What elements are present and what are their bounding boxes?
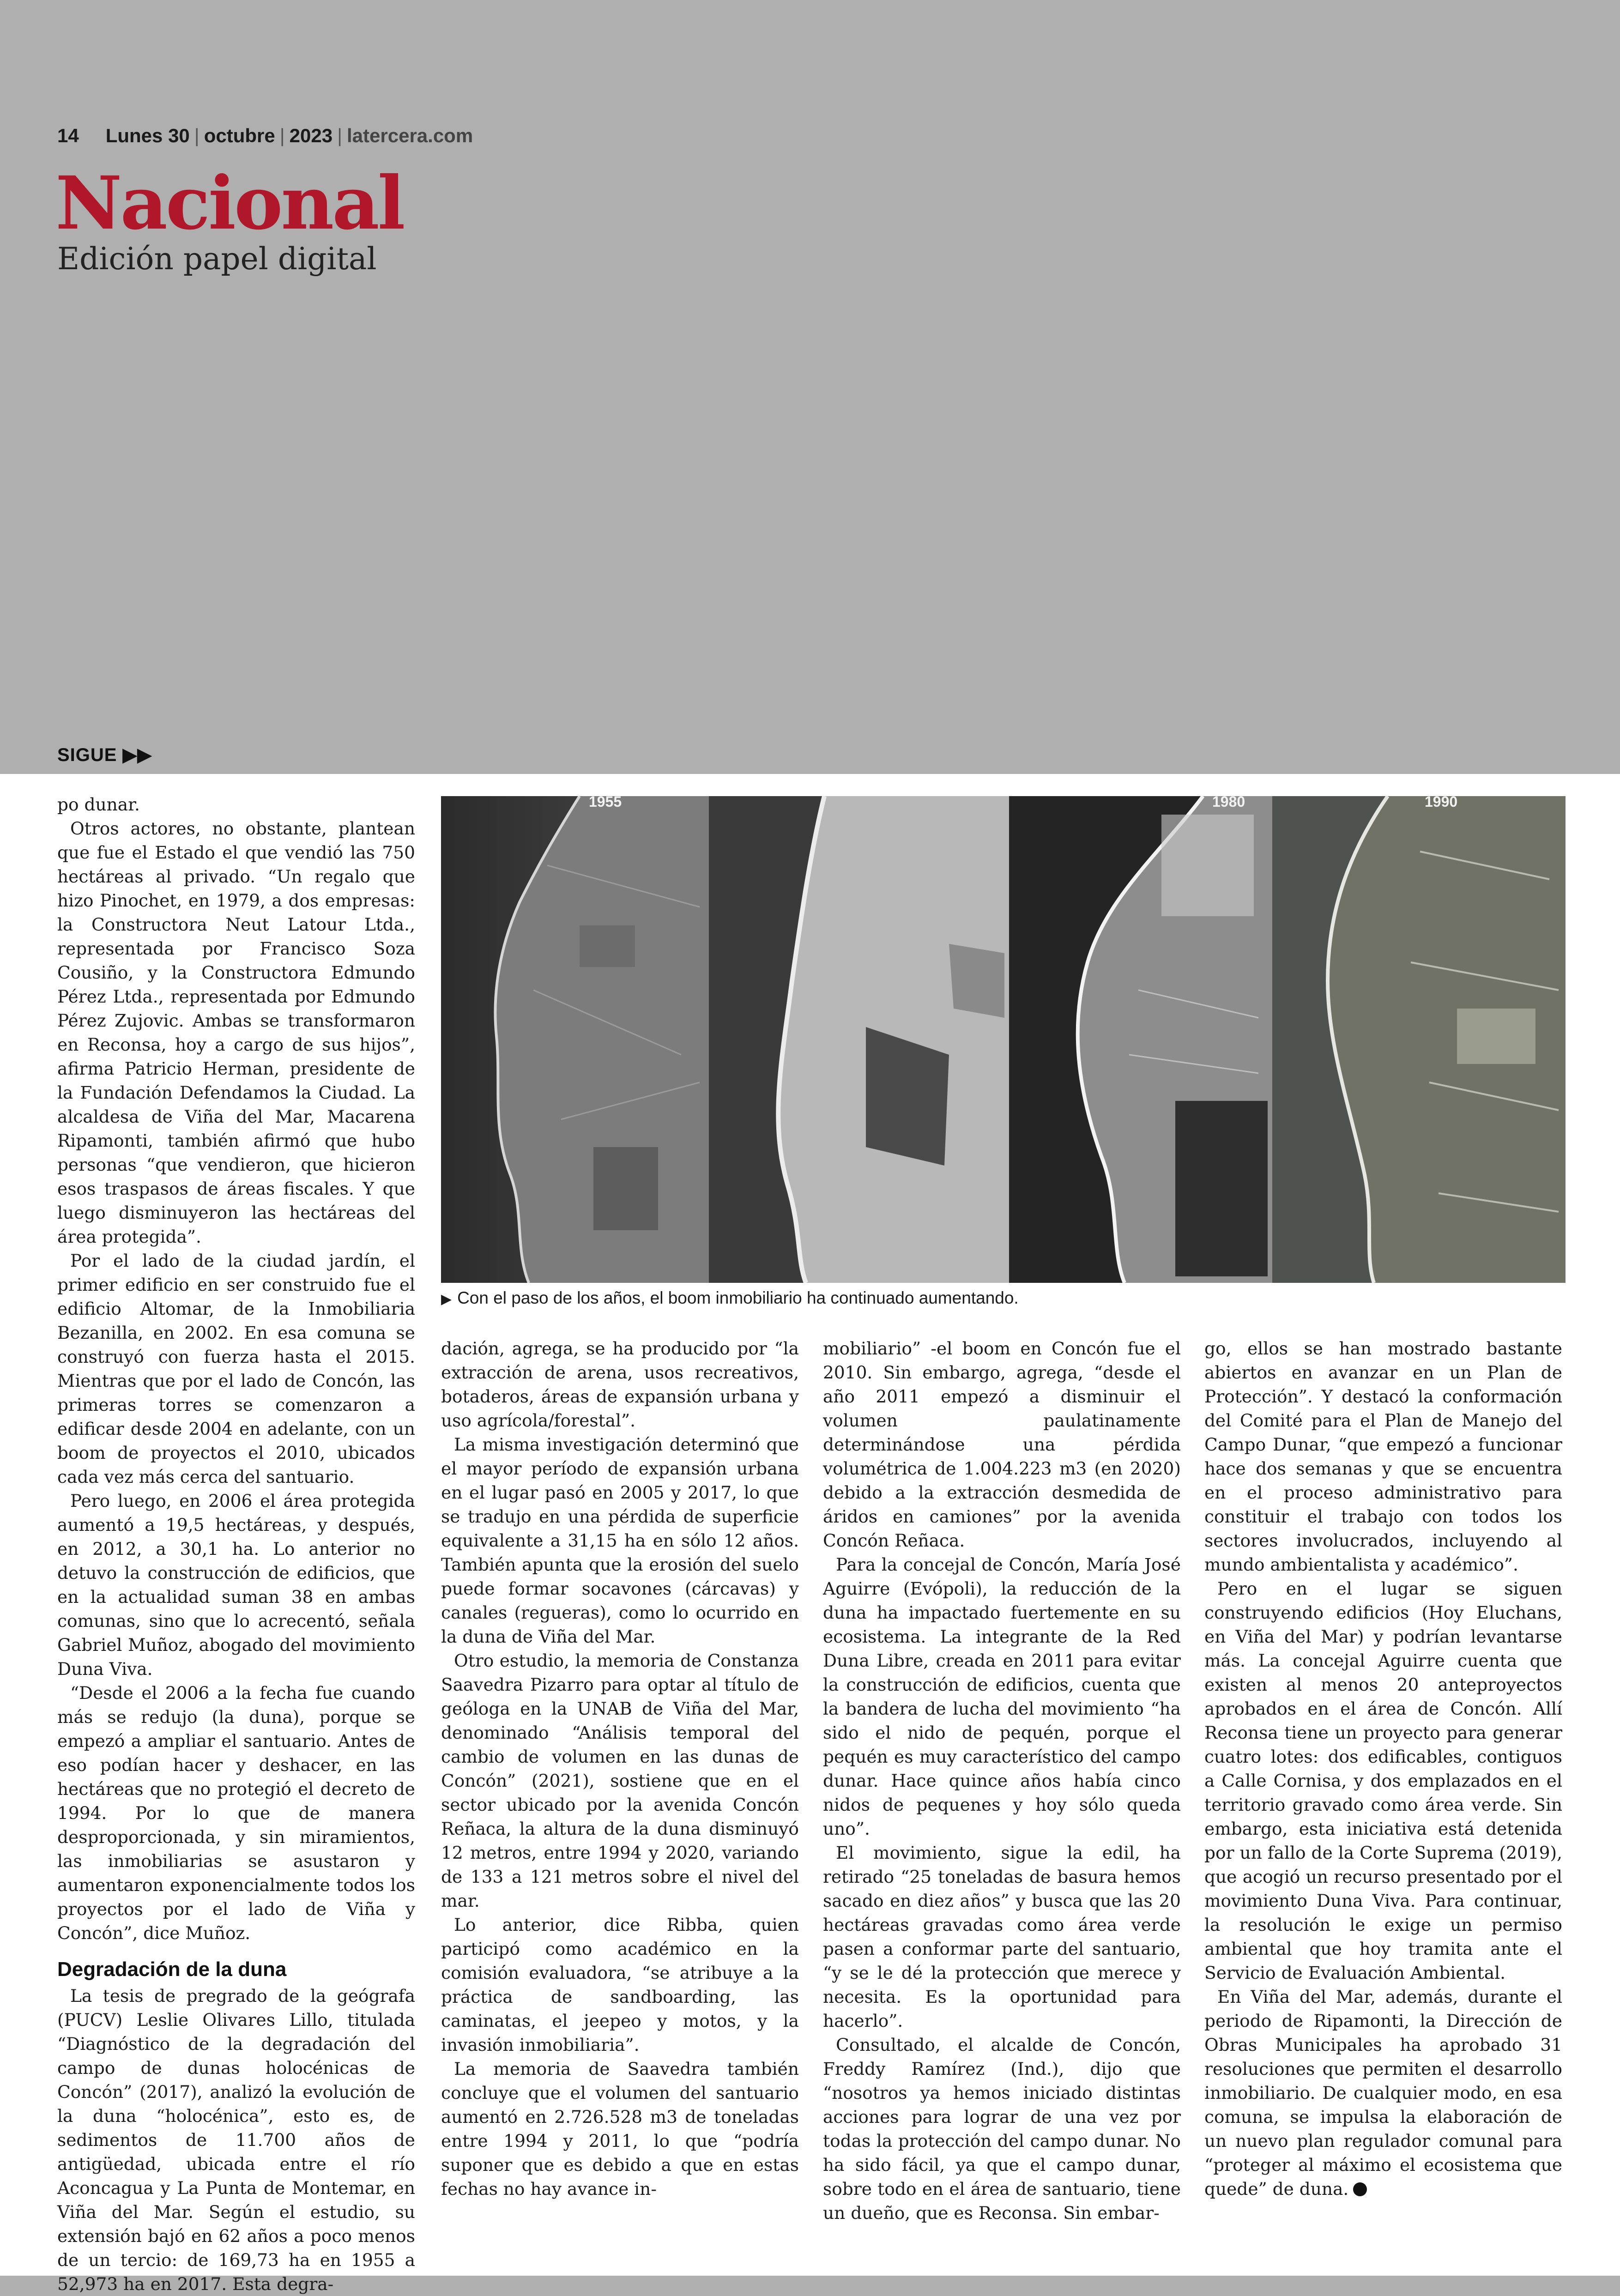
aerial-photo-1980 [1009, 796, 1272, 1283]
paragraph: go, ellos se han mostrado bastante abiertos en avanzar en un Plan de Protección”. Y destacó la conformación del Comité para el Plan de Manejo del Campo Dunar, “que empezó a funcionar hace dos semanas y que se encuentra en el proceso administrativo para constituir el trabajo con todos los sectores involucrados, incluyendo al mundo ambientalista y académico”. [1204, 1338, 1562, 1575]
paragraph: Consultado, el alcalde de Concón, Freddy Ramírez (Ind.), dijo que “nosotros ya hemos iniciado distintas acciones para lograr de una vez por todas la protección del campo dunar. No ha sido fácil, ya que el campo dunar, sobre todo en el área de santuario, tiene un dueño, que es Reconsa. Sin embar- [823, 2035, 1181, 2223]
paragraph: El movimiento, sigue la edil, ha retirado “25 toneladas de basura hemos sacado en diez años” y busca que las 20 hectáreas gravadas como área verde pasen a conformar parte del santuario, “y se le dé la protección que merece y necesita. Es la oportunidad para hacerlo”. [823, 1843, 1181, 2031]
paragraph: Pero en el lugar se siguen construyendo edificios (Hoy Eluchans, en Viña del Mar) y podrían levantarse más. La concejal Aguirre cuenta que existen al menos 20 anteproyectos aprobados en el área de Concón. Allí Reconsa tiene un proyecto para generar cuatro lotes: dos edificables, contiguos a Calle Cornisa, y dos emplazados en el territorio gravado como área verde. Sin embargo, esta iniciativa está detenida por un fallo de la Corte Suprema (2019), que acogió un recurso presentado por el movimiento Duna Viva. Para continuar, la resolución le exige un permiso ambiental que hoy tramita ante el Servicio de Evaluación Ambiental. [1204, 1578, 1562, 1983]
date-day: Lunes 30 [105, 125, 190, 146]
aerial-photo-strip [441, 796, 1566, 1283]
paragraph: Para la concejal de Concón, María José Aguirre (Evópoli), la reducción de la duna ha impactado fuertemente en su ecosistema. La integrante de la Red Duna Libre, creada en 2011 para evitar la construcción de edificios, cuenta que la bandera de lucha del movimiento “ha sido el nido de pequén, porque el pequén es muy característico del campo dunar. Hace quince años había cinco nidos de pequenes y hoy sólo queda uno”. [823, 1554, 1181, 1839]
paragraph: La memoria de Saavedra también concluye que el volumen del santuario aumentó en 2.726.528 m3 de toneladas entre 1994 y 2011, lo que “podría suponer que es debido a que en estas fechas no hay avance in- [441, 2059, 799, 2199]
caption-arrow-icon: ▶ [441, 1292, 452, 1307]
paragraph: Lo anterior, dice Ribba, quien participó como académico en la comisión evaluadora, “se atribuye a la práctica de sandboarding, las caminatas, el jeepeo y motos, y la invasión inmobiliaria”. [441, 1915, 799, 2055]
paragraph: dación, agrega, se ha producido por “la extracción de arena, usos recreativos, botaderos, áreas de expansión urbana y uso agrícola/forestal”. [441, 1338, 799, 1431]
aerial-image [1009, 796, 1272, 1283]
continue-label: SIGUE ▶▶ [57, 745, 152, 765]
paragraph: Otro estudio, la memoria de Constanza Saavedra Pizarro para optar al título de geóloga en la UNAB de Viña del Mar, denominado “Análisis temporal del cambio de volumen en las dunas de Concón” (2021), sostiene que en el sector ubicado por la avenida Concón Reñaca, la altura de la duna disminuyó 12 metros, entre 1994 y 2020, variando de 133 a 121 metros sobre el nivel del mar. [441, 1650, 799, 1911]
separator: | [194, 125, 199, 146]
article-column-4 [1204, 1336, 1562, 2201]
paragraph: Pero luego, en 2006 el área protegida aumentó a 19,5 hectáreas, y después, en 2012, a 30,1 ha. Lo anterior no detuvo la construcción de edificios, que en la actualidad suman 38 en ambas comunas, sino que lo acrecentó, señala Gabriel Muñoz, abogado del movimiento Duna Viva. [57, 1491, 415, 1679]
paragraph: Otros actores, no obstante, plantean que fue el Estado el que vendió las 750 hectáreas al privado. “Un regalo que hizo Pinochet, en 1979, a dos empresas: la Constructora Neut Latour Ltda., representada por Francisco Soza Cousiño, y la Constructora Edmundo Pérez Ltda., representada por Edmundo Pérez Zujovic. Ambas se transformaron en Reconsa, hoy a cargo de sus hijos”, afirma Patricio Herman, presidente de la Fundación Defendamos la Ciudad. La alcaldesa de Viña del Mar, Macarena Ripamonti, también afirmó que hubo personas “que vendieron, que hicieron esos traspasos de áreas fiscales. Y que luego disminuyeron las hectáreas del área protegida”. [57, 818, 415, 1247]
site-link[interactable]: latercera.com [347, 125, 473, 146]
aerial-photo-1990 [1272, 796, 1566, 1283]
photo-caption [441, 1288, 1019, 1308]
separator: | [337, 125, 343, 146]
paragraph-text: En Viña del Mar, además, durante el periodo de Ripamonti, la Dirección de Obras Municipales ha aprobado 31 resoluciones que permiten el desarrollo inmobiliario. De cualquier modo, en esa comuna, se impulsa la elaboración de un nuevo plan regulador comunal para “proteger al máximo el ecosistema que quede” de duna. [1204, 1987, 1562, 2199]
photo-year: 1980 [1212, 796, 1245, 810]
paragraph: “Desde el 2006 a la fecha fue cuando más se redujo (la duna), porque se empezó a ampliar el santuario. Antes de eso podían hacer y deshacer, en las hectáreas que no protegió el decreto de 1994. Por lo que de manera desproporcionada, y sin miramientos, las inmobiliarias se asustaron y aumentaron exponencialmente todos los proyectos por el lado de Viña y Concón”, dice Muñoz. [57, 1683, 415, 1943]
article-column-2 [441, 1336, 799, 2201]
edition-subtitle: Edición papel digital [57, 241, 377, 277]
aerial-photo-2 [709, 796, 1009, 1283]
section-title: Nacional [55, 161, 404, 246]
photo-year: 1990 [1425, 796, 1458, 810]
aerial-image [1272, 796, 1566, 1283]
paragraph: La tesis de pregrado de la geógrafa (PUCV) Leslie Olivares Lillo, titulada “Diagnóstico de la degradación del campo de dunas holocénicas de Concón” (2017), analizó la evolución de la duna “holocénica”, esto es, de sedimentos de 11.700 años de antigüedad, ubicada entre el río Aconcagua y La Punta de Montemar, en Viña del Mar. Según el estudio, su extensión bajó en 62 años a poco menos de un tercio: de 169,73 ha en 1955 a 52,973 ha en 2017. Esta degra- [57, 1986, 415, 2294]
caption-text: Con el paso de los años, el boom inmobiliario ha continuado aumentando. [457, 1288, 1019, 1307]
separator: | [279, 125, 285, 146]
article-column-3 [823, 1336, 1181, 2225]
paragraph: Por el lado de la ciudad jardín, el primer edificio en ser construido fue el edificio Altomar, de la Inmobiliaria Bezanilla, en 2002. En esa comuna se construyó con fuerza hasta el 2015. Mientras que por el lado de Concón, las primeras torres se comenzaron a edificar desde 2004 en adelante, con un boom de proyectos el 2010, ubicados cada vez más cerca del santuario. [57, 1251, 415, 1487]
paragraph: La misma investigación determinó que el mayor período de expansión urbana en el lugar pasó en 2005 y 2017, lo que se tradujo en una pérdida de superficie equivalente a 31,15 ha en sólo 12 años. También apunta que la erosión del suelo puede formar socavones (cárcavas) y canales (regueras), como lo ocurrido en la duna de Viña del Mar. [441, 1434, 799, 1647]
paragraph: mobiliario” -el boom en Concón fue el 2010. Sin embargo, agrega, “desde el año 2011 empezó a disminuir el volumen paulatinamente determinándose una pérdida volumétrica de 1.004.223 m3 (en 2020) debido a la extracción desmedida de áridos en camiones” por la avenida Concón Reñaca. [823, 1338, 1181, 1551]
date-year: 2023 [289, 125, 333, 146]
aerial-photo-1955 [441, 796, 709, 1283]
paragraph: po dunar. [57, 794, 140, 815]
date-month: octubre [204, 125, 275, 146]
aerial-image [709, 796, 1009, 1283]
masthead-dateline [57, 125, 473, 147]
end-mark-icon [1353, 2182, 1367, 2196]
page-number: 14 [57, 125, 79, 146]
aerial-image [441, 796, 709, 1283]
article-column-1 [57, 792, 415, 2296]
paragraph [1204, 1985, 1562, 2201]
subheading: Degradación de la duna [57, 1958, 287, 1981]
photo-year: 1955 [589, 796, 622, 810]
